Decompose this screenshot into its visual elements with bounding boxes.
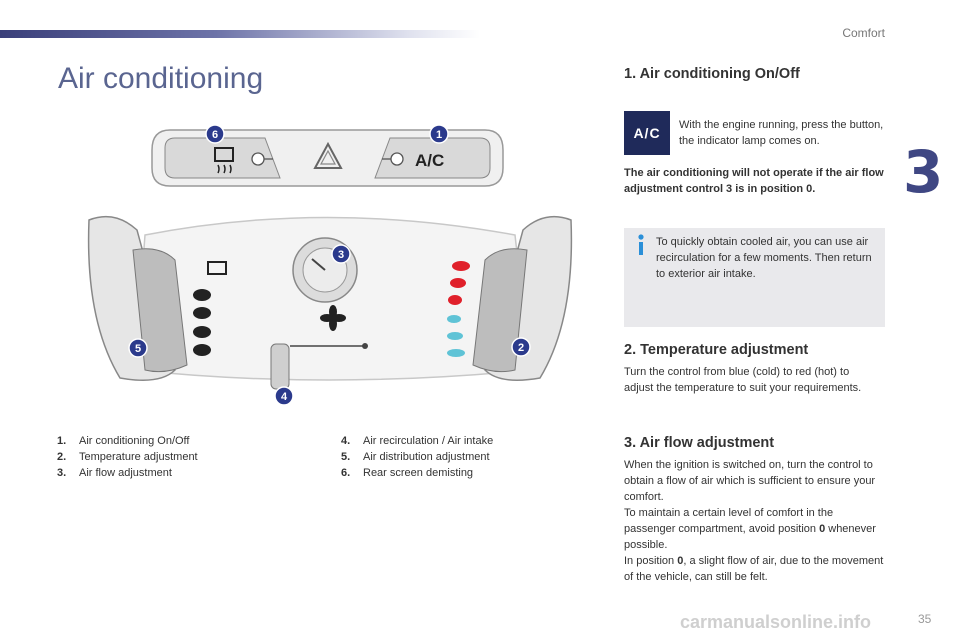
callout-4: 4 [280,391,288,403]
sec1-warning: The air conditioning will not operate if the air flow adjustment control 3 is in position 0. [624,167,884,195]
legend-item: 6. Rear screen demisting [341,467,474,479]
header-bar [0,30,480,38]
controls-illustration [75,120,585,420]
sec3-p3: In position 0, a slight flow of air, due to the movement of the vehicle, can still be felt. [624,555,884,583]
watermark: carmanualsonline.info [680,612,872,632]
info-box [624,228,885,327]
legend-item: 5. Air distribution adjustment [341,451,490,463]
legend-left [57,433,198,481]
sec3-text [624,457,886,585]
callout-5: 5 [134,343,142,355]
callout-1: 1 [435,129,443,141]
callout-2: 2 [517,342,525,354]
sec1-text: With the engine running, press the button, the indicator lamp comes on. [679,119,884,147]
legend-right [341,433,493,481]
sec3-p1: When the ignition is switched on, turn the control to obtain a flow of air which is sufficient to ensure your comfort. [624,459,876,503]
legend-item: 4. Air recirculation / Air intake [341,435,494,447]
ac-button-icon: A/C [624,111,670,155]
sec2-heading: 2. Temperature adjustment [624,342,809,358]
sec2-text: Turn the control from blue (cold) to red (hot) to adjust the temperature to suit your requirements. [624,366,862,394]
section-label: Comfort [842,26,885,40]
sec1-heading: 1. Air conditioning On/Off [624,66,800,82]
page-number: 35 [918,612,932,626]
legend-item: 3. Air flow adjustment [57,467,172,479]
callout-6: 6 [211,129,219,141]
ac-label: A/C [415,151,445,170]
upper-switch-panel [152,130,503,186]
page-title: Air conditioning [58,62,264,95]
sec3-p2: To maintain a certain level of comfort in the passenger compartment, avoid position 0 whenever possible. [624,507,876,551]
callout-3: 3 [337,249,345,261]
legend-item: 1. Air conditioning On/Off [57,435,190,447]
info-icon [634,234,648,256]
controls-diagram [75,120,585,420]
legend-item: 2. Temperature adjustment [57,451,198,463]
chapter-number: 3 [903,138,944,206]
info-text: To quickly obtain cooled air, you can use air recirculation for a few moments. Then return to exterior air intake. [656,236,872,280]
sec3-heading: 3. Air flow adjustment [624,435,775,451]
